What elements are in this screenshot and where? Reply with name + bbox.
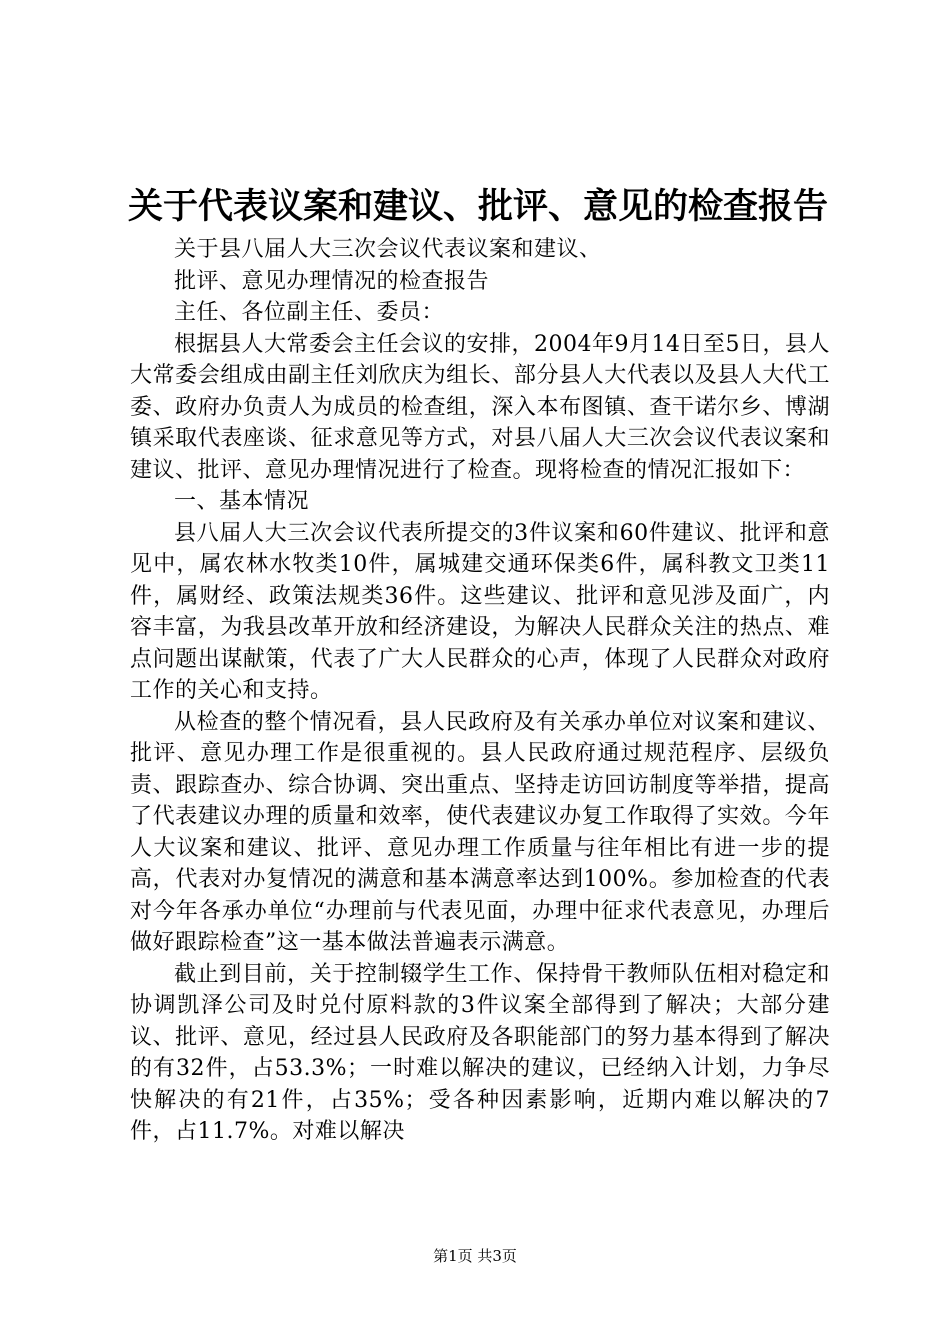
paragraph: 县八届人大三次会议代表所提交的3件议案和60件建议、批评和意见中，属农林水牧类10件，属城建交通环保类6件，属科教文卫类11件，属财经、政策法规类36件。这些建议、批评和意见涉及面广，内容丰富，为我县改革开放和经济建设，为解决人民群众关注的热点、难点问题出谋献策，代表了广大人民群众的心声，体现了人民群众对政府工作的关心和支持。 xyxy=(130,520,830,703)
section-heading: 一、基本情况 xyxy=(174,489,310,514)
subtitle-line-1: 关于县八届人大三次会议代表议案和建议、 xyxy=(174,237,602,262)
salutation: 主任、各位副主任、委员： xyxy=(174,300,445,325)
page-footer: 第1页 共3页 xyxy=(433,1247,517,1265)
subtitle-line-2: 批评、意见办理情况的检查报告 xyxy=(174,268,490,294)
document-title: 关于代表议案和建议、批评、意见的检查报告 xyxy=(128,187,829,227)
paragraph: 截止到目前，关于控制辍学生工作、保持骨干教师队伍相对稳定和协调凯泽公司及时兑付原料款的3件议案全部得到了解决；大部分建议、批评、意见，经过县人民政府及各职能部门的努力基本得到了解决的有32件，占53.3%；一时难以解决的建议，已经纳入计划，力争尽快解决的有21件，占35%；受各种因素影响，近期内难以解决的7件，占11.7%。对难以解决 xyxy=(130,961,830,1144)
paragraph: 从检查的整个情况看，县人民政府及有关承办单位对议案和建议、批评、意见办理工作是很重视的。县人民政府通过规范程序、层级负责、跟踪查办、综合协调、突出重点、坚持走访回访制度等举措，提高了代表建议办理的质量和效率，使代表建议办复工作取得了实效。今年人大议案和建议、批评、意见办理工作质量与往年相比有进一步的提高，代表对办复情况的满意和基本满意率达到100%。参加检查的代表对今年各承办单位“办理前与代表见面，办理中征求代表意见，办理后做好跟踪检查”这一基本做法普遍表示满意。 xyxy=(130,709,830,955)
paragraph: 根据县人大常委会主任会议的安排，2004年9月14日至5日，县人大常委会组成由副主任刘欣庆为组长、部分县人大代表以及县人大代工委、政府办负责人为成员的检查组，深入本布图镇、查干诺尔乡、博湖镇采取代表座谈、征求意见等方式，对县八届人大三次会议代表议案和建议、批评、意见办理情况进行了检查。现将检查的情况汇报如下： xyxy=(130,331,830,483)
document-body xyxy=(130,234,830,1148)
